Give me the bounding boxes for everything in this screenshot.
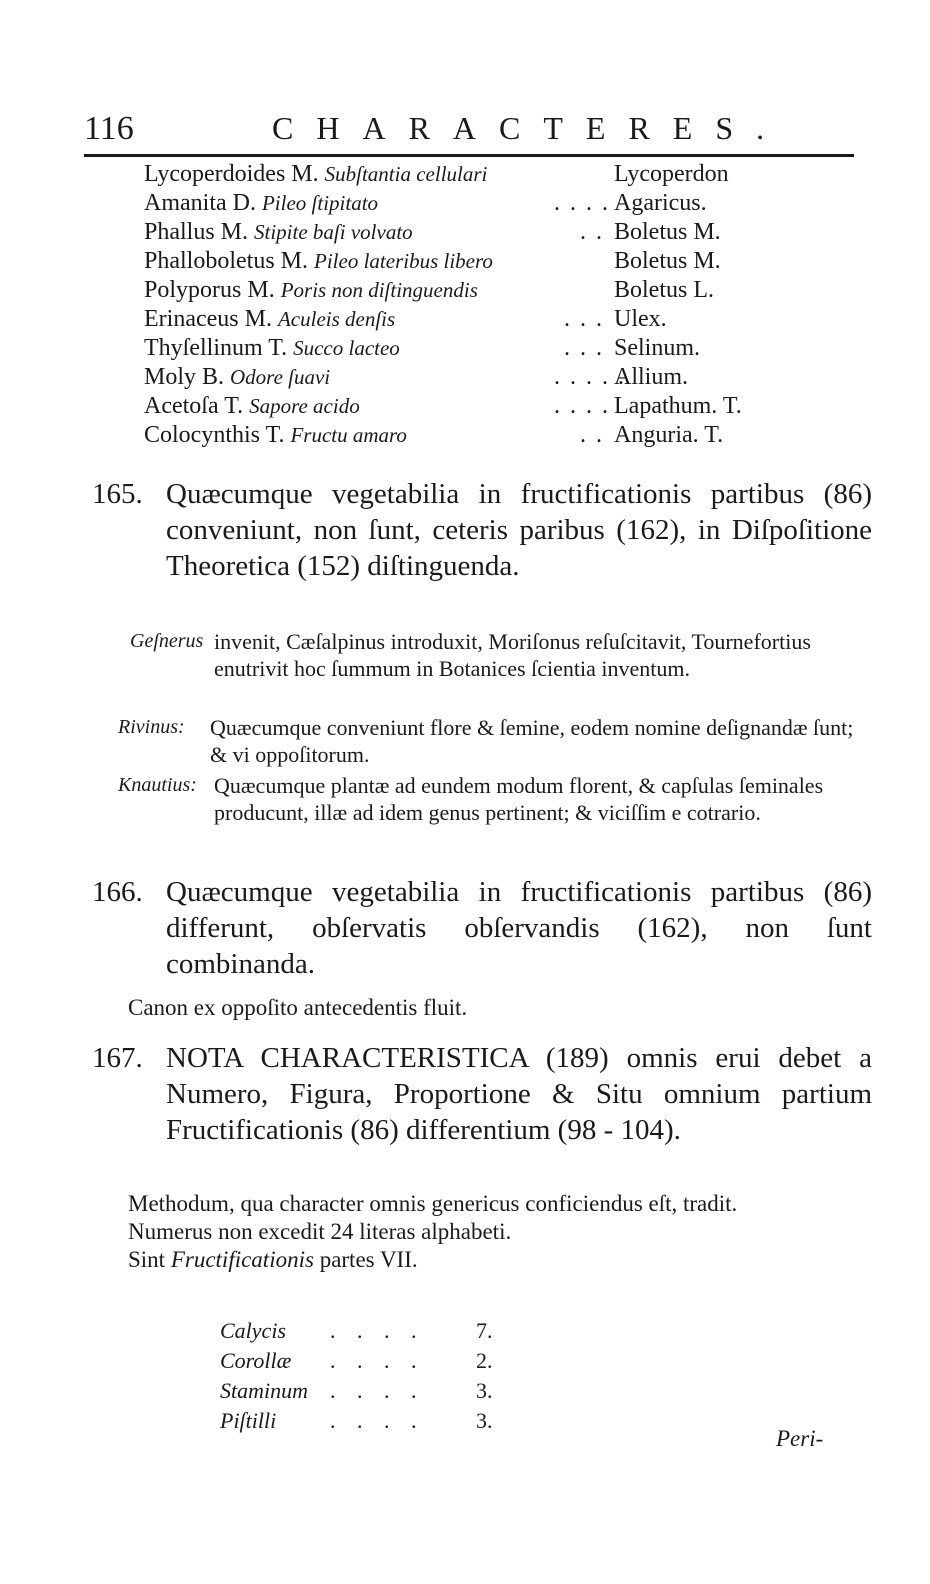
synonym-new: Lapathum. T. <box>614 393 742 419</box>
leader-dots: . . . . <box>554 393 610 419</box>
synonym-old-and-description <box>144 189 378 218</box>
synonym-description: Pileo ſtipitato <box>261 191 379 215</box>
synonym-new: Selinum. <box>614 335 701 361</box>
synonym-description: Sapore acido <box>249 394 360 418</box>
leader-dots: . . . . <box>330 1348 425 1373</box>
aphorism-text: Quæcumque vegetabilia in fructificationis partibus (86) conveniunt, non ſunt, ceteris paribus (162), in Diſpoſitione Theoretica (152) diſtinguenda. <box>166 478 872 582</box>
part-count: 3. <box>476 1378 493 1403</box>
page-header <box>84 108 854 152</box>
synonym-old: Acetoſa T. <box>144 393 244 419</box>
synonym-row <box>144 392 864 421</box>
method-line: Methodum, qua character omnis genericus conficiendus eſt, tradit. <box>128 1191 738 1216</box>
synonym-old: Polyporus M. <box>144 277 275 303</box>
synonym-new: Ulex. <box>614 306 667 332</box>
part-row <box>220 1316 620 1346</box>
synonym-new: Agaricus. <box>614 190 707 216</box>
aphorism-number: 166. <box>92 876 143 908</box>
synonym-row <box>144 421 864 450</box>
page-number: 116 <box>84 110 134 147</box>
note-knautius <box>118 772 858 826</box>
synonym-old: Phalloboletus M. <box>144 248 309 274</box>
parts-intro-suffix: partes VII. <box>319 1247 418 1272</box>
note-166: Canon ex oppoſito antecedentis fluit. <box>128 995 468 1020</box>
leader-dots: . . . <box>564 335 604 361</box>
note-gesnerus <box>130 628 870 682</box>
synonym-old-and-description <box>144 276 478 305</box>
leader-dots: . . <box>580 219 604 245</box>
part-row <box>220 1376 620 1406</box>
leader-dots: . . . . . <box>554 364 626 390</box>
synonym-description: Stipite baſi volvato <box>254 220 413 244</box>
synonym-old: Lycoperdoides M. <box>144 161 319 187</box>
part-name: Corollæ <box>220 1348 292 1373</box>
synonym-row <box>144 363 864 392</box>
part-row <box>220 1346 620 1376</box>
numerus-line: Numerus non excedit 24 literas alphabeti. <box>128 1219 512 1244</box>
synonym-old-and-description <box>144 218 413 247</box>
synonym-old: Thyſellinum T. <box>144 335 288 361</box>
part-count: 7. <box>476 1318 493 1343</box>
synonym-old: Colocynthis T. <box>144 422 285 448</box>
aphorism-165 <box>92 476 872 584</box>
synonym-row <box>144 189 864 218</box>
note-text: Quæcumque conveniunt flore & ſemine, eodem nomine deſignandæ ſunt; & vi oppoſitorum. <box>210 715 854 767</box>
synonym-new: Lycoperdon <box>614 161 729 187</box>
part-row <box>220 1406 620 1436</box>
aphorism-167 <box>92 1040 872 1148</box>
note-rivinus <box>118 714 858 768</box>
header-rule <box>84 154 854 157</box>
aphorism-number: 167. <box>92 1042 143 1074</box>
synonym-description: Aculeis denſis <box>277 307 396 331</box>
synonym-old-and-description <box>144 392 360 421</box>
catchword: Peri- <box>776 1426 824 1451</box>
synonym-row <box>144 305 864 334</box>
synonym-new: Anguria. T. <box>614 422 724 448</box>
parts-list <box>220 1316 620 1436</box>
leader-dots: . . . <box>564 306 604 332</box>
part-name: Calycis <box>220 1318 286 1343</box>
aphorism-text: Quæcumque vegetabilia in fructificationis partibus (86) differunt, obſervatis obſervandis (162), non ſunt combinanda. <box>166 876 872 980</box>
note-167 <box>128 1190 868 1274</box>
note-author: Knautius: <box>118 774 197 796</box>
part-count: 3. <box>476 1408 493 1433</box>
leader-dots: . . . . <box>554 190 610 216</box>
parts-intro-prefix: Sint <box>128 1247 166 1272</box>
note-text: invenit, Cæſalpinus introduxit, Moriſonus reſuſcitavit, Tournefortius enutrivit hoc ſummum in Botanices ſcientia inventum. <box>214 629 811 681</box>
synonym-new: Boletus L. <box>614 277 714 303</box>
synonym-old: Erinaceus M. <box>144 306 272 332</box>
synonym-new: Boletus M. <box>614 219 721 245</box>
running-title: CHARACTERES. <box>272 110 788 146</box>
synonym-old-and-description <box>144 334 400 363</box>
leader-dots: . . . . <box>330 1318 425 1343</box>
part-name: Staminum <box>220 1378 308 1403</box>
aphorism-text: NOTA CHARACTERISTICA (189) omnis erui debet a Numero, Figura, Proportione & Situ omnium partium Fructificationis (86) differentium (98 - 104). <box>166 1042 872 1146</box>
synonym-description: Poris non diſtinguendis <box>280 278 478 302</box>
synonym-old-and-description <box>144 363 330 392</box>
synonym-old-and-description <box>144 247 493 276</box>
leader-dots: . . . . <box>330 1378 425 1403</box>
synonym-row <box>144 160 864 189</box>
part-name: Piſtilli <box>220 1408 277 1433</box>
synonym-table <box>144 160 864 450</box>
leader-dots: . . . . <box>330 1408 425 1433</box>
parts-intro-line <box>128 1246 868 1274</box>
synonym-old: Amanita D. <box>144 190 256 216</box>
synonym-description: Subſtantia cellulari <box>324 162 488 186</box>
synonym-row <box>144 276 864 305</box>
aphorism-166 <box>92 874 872 982</box>
synonym-row <box>144 247 864 276</box>
synonym-old-and-description <box>144 160 487 189</box>
synonym-new: Allium. <box>614 364 689 390</box>
note-author: Geſnerus <box>130 630 204 652</box>
note-text: Quæcumque plantæ ad eundem modum florent, & capſulas ſeminales producunt, illæ ad idem genus pertinent; & viciſſim e cotrario. <box>214 773 824 825</box>
synonym-old-and-description <box>144 421 407 450</box>
synonym-new: Boletus M. <box>614 248 721 274</box>
synonym-row <box>144 334 864 363</box>
aphorism-number: 165. <box>92 478 143 510</box>
synonym-description: Odore ſuavi <box>230 365 331 389</box>
parts-intro-italic: Fructificationis <box>170 1247 314 1272</box>
synonym-old: Phallus M. <box>144 219 249 245</box>
synonym-old-and-description <box>144 305 395 334</box>
note-author: Rivinus: <box>118 716 185 738</box>
synonym-description: Pileo lateribus libero <box>314 249 493 273</box>
synonym-description: Fructu amaro <box>290 423 407 447</box>
synonym-row <box>144 218 864 247</box>
synonym-old: Moly B. <box>144 364 225 390</box>
part-count: 2. <box>476 1348 493 1373</box>
leader-dots: . . <box>580 422 604 448</box>
synonym-description: Succo lacteo <box>293 336 400 360</box>
